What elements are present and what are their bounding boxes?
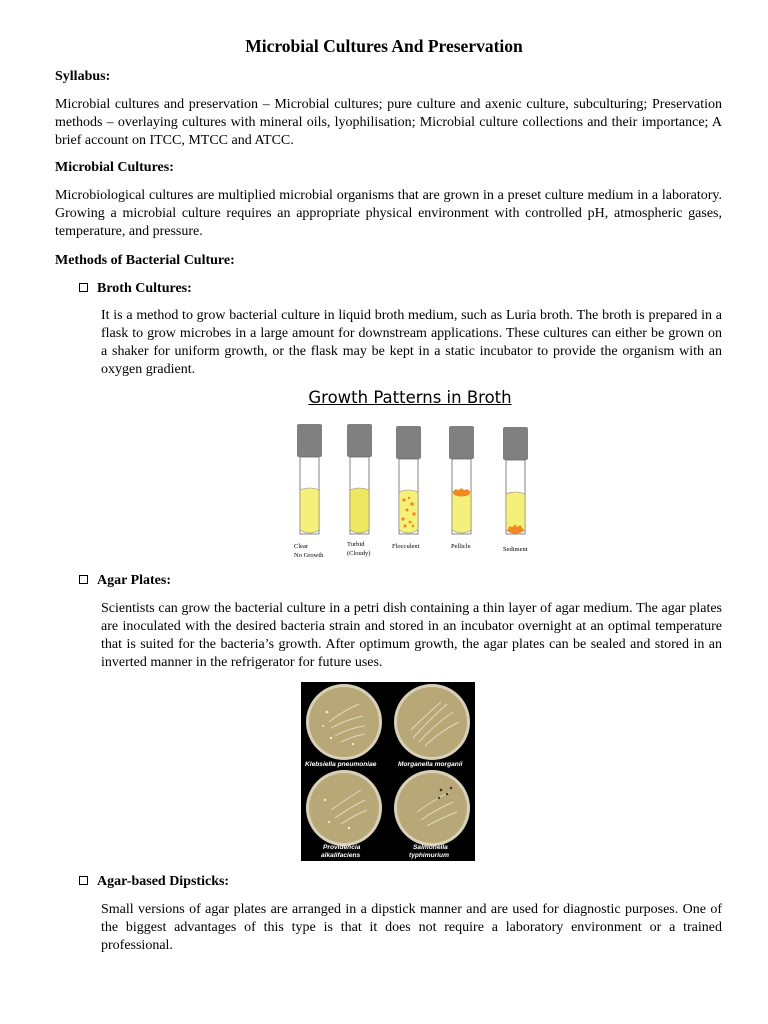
checkbox-bullet-icon: [79, 575, 88, 584]
broth-growth-figure: [280, 418, 550, 563]
methods-heading: Methods of Bacterial Culture:: [55, 253, 235, 268]
tube-flocculent: [392, 426, 421, 550]
syllabus-heading: Syllabus:: [55, 69, 111, 84]
broth-figure-title: Growth Patterns in Broth: [308, 388, 512, 407]
agar-plates-text: Scientists can grow the bacterial culture in a petri dish containing a thin layer of agar medium. The agar plates are inoculated with the desired bacteria strain and stored in an incubator overnight at an optimal temperature that is suited for the bacteria’s growth. After optimum growth, the agar plates can be sealed and stored in an inverted manner in the refrigerator for future uses.: [101, 601, 722, 670]
broth-heading: Broth Cultures:: [97, 281, 192, 296]
agar-plates-figure: [301, 682, 475, 861]
checkbox-bullet-icon: [79, 283, 88, 292]
tube-sublabel: (Cloudy): [347, 550, 371, 557]
microbial-cultures-heading: Microbial Cultures:: [55, 160, 174, 175]
tube-label: Flocculent: [392, 543, 420, 550]
tube-label: Clear: [294, 543, 309, 550]
plate-label: Providencia: [323, 844, 361, 851]
page-title: Microbial Cultures And Preservation: [245, 36, 523, 56]
pellicle-layer: [453, 488, 470, 496]
plate-sublabel: typhimurium: [409, 852, 449, 859]
tube-turbid: [347, 424, 372, 557]
plate-label: Klebsiella pneumoniae: [305, 761, 377, 768]
tube-clear: [294, 424, 324, 559]
broth-text: It is a method to grow bacterial culture in liquid broth medium, such as Luria broth. The broth is prepared in a flask to grow microbes in a large amount for downstream applications. These cultures can either be grown on a shaker for uniform growth, or the flask may be kept in a static incubator to provide the organism with an oxygen gradient.: [101, 308, 722, 377]
tube-cap: [297, 424, 322, 457]
broth-bullet: [79, 281, 192, 297]
plate-sublabel: alkalifaciens: [321, 852, 361, 859]
tube-cap: [449, 426, 474, 459]
microbial-cultures-text: Microbiological cultures are multiplied microbial organisms that are grown in a preset culture medium in a laboratory. Growing a microbial culture requires an appropriate physical environment with controlled pH, atmospheric gases, temperature, and pressure.: [55, 188, 722, 239]
agar-plates-heading: Agar Plates:: [97, 573, 171, 588]
tube-cap: [396, 426, 421, 459]
plate-label: Salmonella: [413, 844, 448, 851]
dipsticks-bullet: [79, 874, 229, 890]
dipsticks-text: Small versions of agar plates are arranged in a dipstick manner and are used for diagnostic purposes. One of the biggest advantages of this type is that it does not require a laboratory environment or a trained professional.: [101, 902, 722, 953]
tube-label: Pellicle: [451, 543, 471, 550]
tube-label: Turbid: [347, 541, 365, 548]
syllabus-text: Microbial cultures and preservation – Microbial cultures; pure culture and axenic culture, subculturing; Preservation methods – overlaying cultures with mineral oils, lyophilisation; Microbial culture collections and their importance; A brief account on ITCC, MTCC and ATCC.: [55, 97, 722, 148]
agar-plates-bullet: [79, 573, 171, 589]
tube-sediment: [503, 427, 528, 553]
plate-label: Morganella morganii: [398, 761, 463, 768]
tube-sublabel: No Growth: [294, 552, 324, 559]
tube-pellicle: [449, 426, 474, 550]
dipsticks-heading: Agar-based Dipsticks:: [97, 874, 230, 889]
tube-label: Sediment: [503, 546, 528, 553]
tube-cap: [503, 427, 528, 460]
checkbox-bullet-icon: [79, 876, 88, 885]
tube-cap: [347, 424, 372, 457]
